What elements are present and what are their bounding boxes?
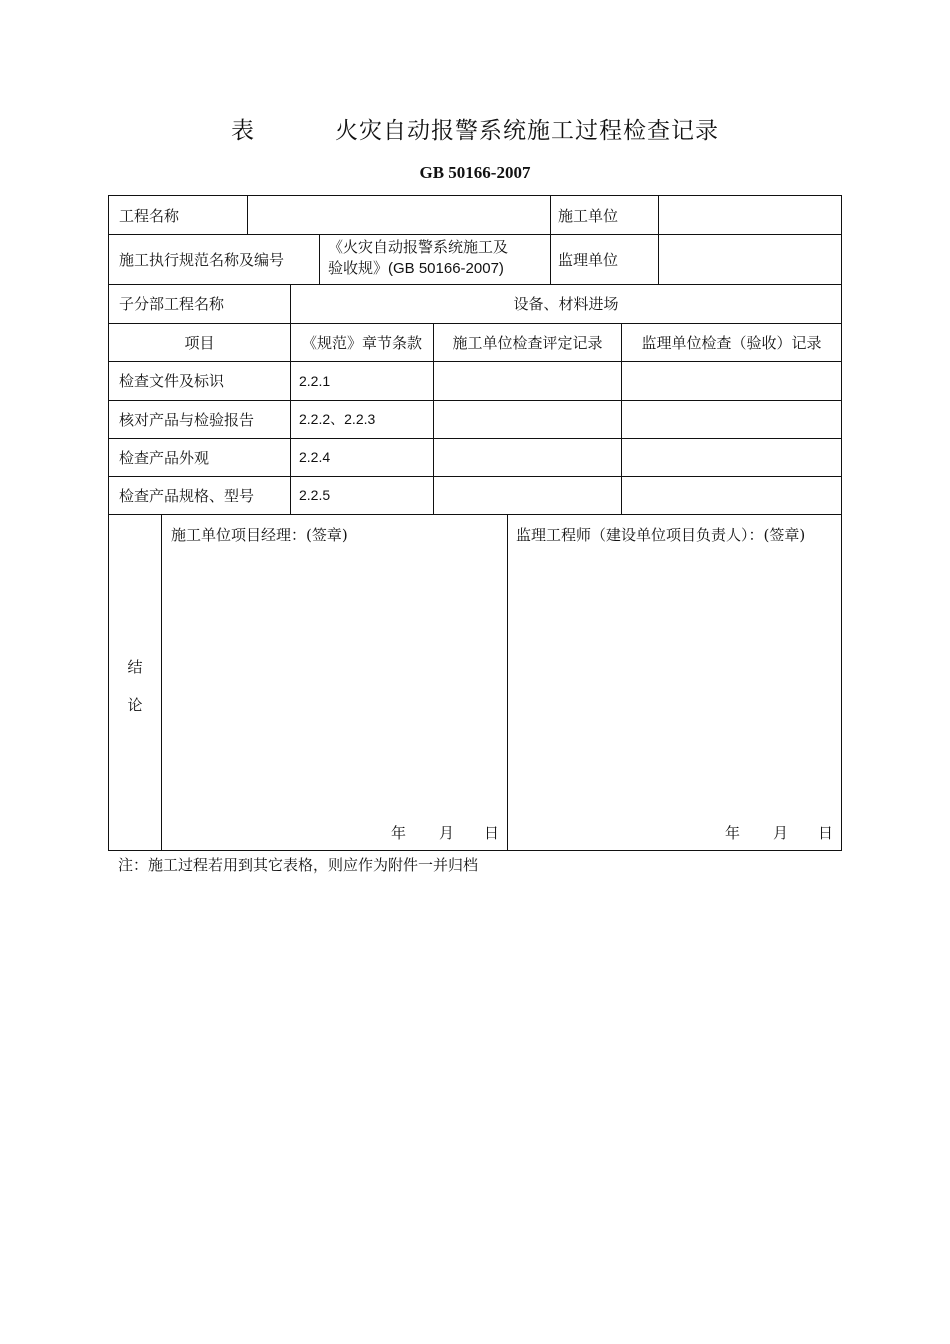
spec-value bbox=[328, 236, 550, 284]
row-item: 检查产品规格、型号 bbox=[119, 486, 255, 505]
row-item: 核对产品与检验报告 bbox=[119, 410, 255, 429]
date-month: 月 bbox=[439, 824, 455, 842]
construction-date bbox=[391, 822, 499, 843]
document-title bbox=[0, 112, 950, 145]
col-header-construction: 施工单位检查评定记录 bbox=[452, 333, 603, 352]
subproject-label: 子分部工程名称 bbox=[119, 295, 225, 313]
construction-unit-field[interactable] bbox=[660, 196, 840, 234]
footnote: 注：施工过程若用到其它表格，则应作为附件一并归档 bbox=[118, 856, 479, 874]
subproject-value: 设备、材料进场 bbox=[513, 295, 619, 313]
col-divider bbox=[550, 196, 551, 284]
supervision-engineer-signature[interactable]: 监理工程师（建设单位项目负责人）：(签章) bbox=[516, 525, 806, 544]
supervision-unit-field[interactable] bbox=[660, 234, 840, 284]
col-header-supervision: 监理单位检查（验收）记录 bbox=[641, 333, 822, 352]
date-year: 年 bbox=[391, 824, 407, 842]
spec-label: 施工执行规范名称及编号 bbox=[119, 250, 285, 269]
row-item: 检查产品外观 bbox=[119, 448, 210, 467]
inspection-form bbox=[108, 195, 842, 851]
supervision-date bbox=[725, 822, 833, 843]
row-construction-record[interactable] bbox=[434, 438, 621, 476]
spec-value-line1: 《火灾自动报警系统施工及 bbox=[328, 238, 509, 256]
col-header-item: 项目 bbox=[184, 333, 215, 352]
row-clause: 2.2.4 bbox=[299, 449, 331, 465]
col-divider bbox=[319, 234, 320, 284]
row-supervision-record[interactable] bbox=[622, 361, 841, 400]
row-construction-record[interactable] bbox=[434, 400, 621, 438]
row-supervision-record[interactable] bbox=[622, 438, 841, 476]
row-item: 检查文件及标识 bbox=[119, 372, 225, 390]
row-supervision-record[interactable] bbox=[622, 400, 841, 438]
date-day: 日 bbox=[484, 824, 500, 842]
supervision-unit-label: 监理单位 bbox=[558, 250, 619, 269]
row-supervision-record[interactable] bbox=[622, 476, 841, 514]
row-clause: 2.2.5 bbox=[299, 487, 331, 503]
col-divider bbox=[161, 514, 162, 850]
row-clause: 2.2.1 bbox=[299, 372, 331, 389]
conclusion-label-char1: 结 bbox=[127, 658, 143, 676]
title-prefix: 表 bbox=[231, 118, 255, 144]
project-name-field[interactable] bbox=[249, 196, 549, 234]
row-clause: 2.2.2、2.2.3 bbox=[299, 411, 376, 427]
construction-unit-label: 施工单位 bbox=[558, 206, 619, 225]
conclusion-label bbox=[109, 646, 161, 726]
conclusion-label-char2: 论 bbox=[127, 696, 143, 714]
date-year: 年 bbox=[725, 824, 741, 842]
row-divider bbox=[109, 514, 841, 515]
col-header-clause: 《规范》章节条款 bbox=[301, 333, 422, 352]
col-divider bbox=[658, 196, 659, 284]
spec-value-line2: 验收规》(GB 50166-2007) bbox=[328, 260, 504, 277]
col-divider bbox=[507, 514, 508, 850]
project-name-label: 工程名称 bbox=[119, 206, 180, 225]
col-divider bbox=[247, 196, 248, 234]
date-month: 月 bbox=[773, 824, 789, 842]
row-construction-record[interactable] bbox=[434, 361, 621, 400]
title-text: 火灾自动报警系统施工过程检查记录 bbox=[335, 118, 719, 144]
row-construction-record[interactable] bbox=[434, 476, 621, 514]
standard-code: GB 50166-2007 bbox=[419, 163, 531, 182]
date-day: 日 bbox=[818, 824, 834, 842]
construction-manager-signature[interactable]: 施工单位项目经理：(签章) bbox=[171, 525, 348, 544]
